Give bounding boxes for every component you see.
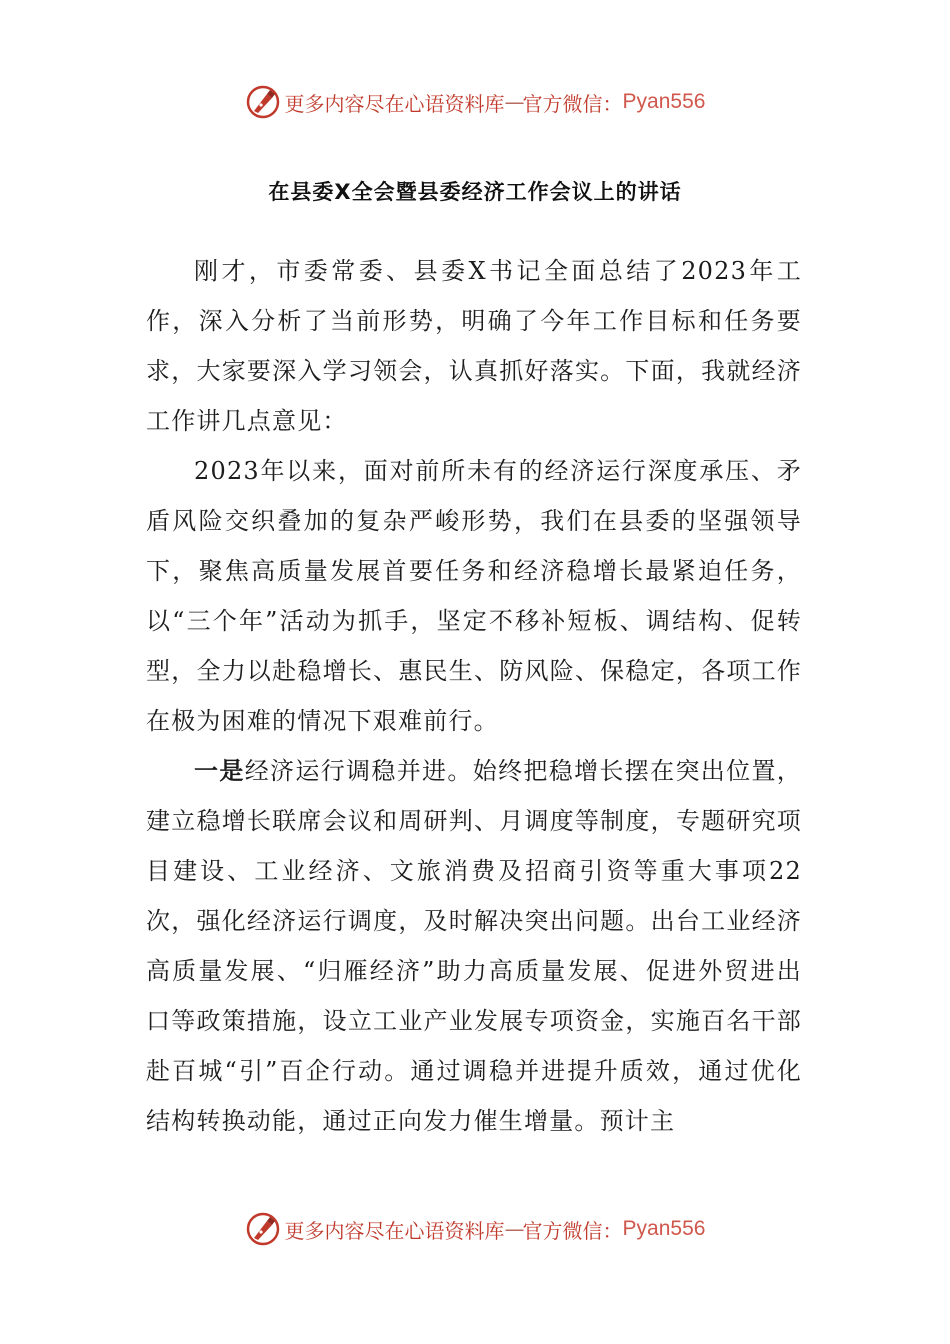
watermark-label: 官方微信：	[522, 1218, 623, 1243]
paragraph-2	[146, 446, 802, 746]
document-title: 在县委X全会暨县委经济工作会议上的讲话	[268, 180, 682, 204]
watermark-separator: —	[504, 90, 523, 114]
document-body	[146, 246, 802, 1146]
paragraph-text: 刚才，市委常委、县委X书记全面总结了2023年工作，深入分析了当前形势，明确了今年工作目标和任务要求，大家要深入学习领会，认真抓好落实。下面，我就经济工作讲几点意见：	[146, 257, 802, 435]
watermark-id: Pyan556	[622, 90, 706, 113]
paragraph-text: 2023年以来，面对前所未有的经济运行深度承压、矛盾风险交织叠加的复杂严峻形势，我们在县委的坚强领导下，聚焦高质量发展首要任务和经济稳增长最紧迫任务，以“三个年”活动为抓手，坚定不移补短板、调结构、促转型，全力以赴稳增长、惠民生、防风险、保稳定，各项工作在极为困难的情况下艰难前行。	[146, 457, 802, 735]
watermark-text: 更多内容尽在心语资料库	[284, 1218, 505, 1243]
watermark-separator: —	[504, 1217, 523, 1241]
pen-nib-icon	[245, 1211, 281, 1247]
paragraph-3	[146, 746, 802, 1146]
paragraph-1	[146, 246, 802, 446]
paragraph-text: 经济运行调稳并进。始终把稳增长摆在突出位置，建立稳增长联席会议和周研判、月调度等制度，专题研究项目建设、工业经济、文旅消费及招商引资等重大事项22次，强化经济运行调度，及时解决突出问题。出台工业经济高质量发展、“归雁经济”助力高质量发展、促进外贸进出口等政策措施，设立工业产业发展专项资金，实施百名干部赴百城“引”百企行动。通过调稳并进提升质效，通过优化结构转换动能，通过正向发力催生增量。预计主	[146, 757, 802, 1135]
watermark-text: 更多内容尽在心语资料库	[284, 91, 505, 116]
watermark-label: 官方微信：	[522, 91, 623, 116]
pen-nib-icon	[245, 84, 281, 120]
watermark-id: Pyan556	[622, 1217, 706, 1240]
watermark-banner-top	[0, 82, 950, 122]
paragraph-lead: 一是	[194, 757, 245, 785]
watermark-banner-bottom	[0, 1209, 950, 1249]
